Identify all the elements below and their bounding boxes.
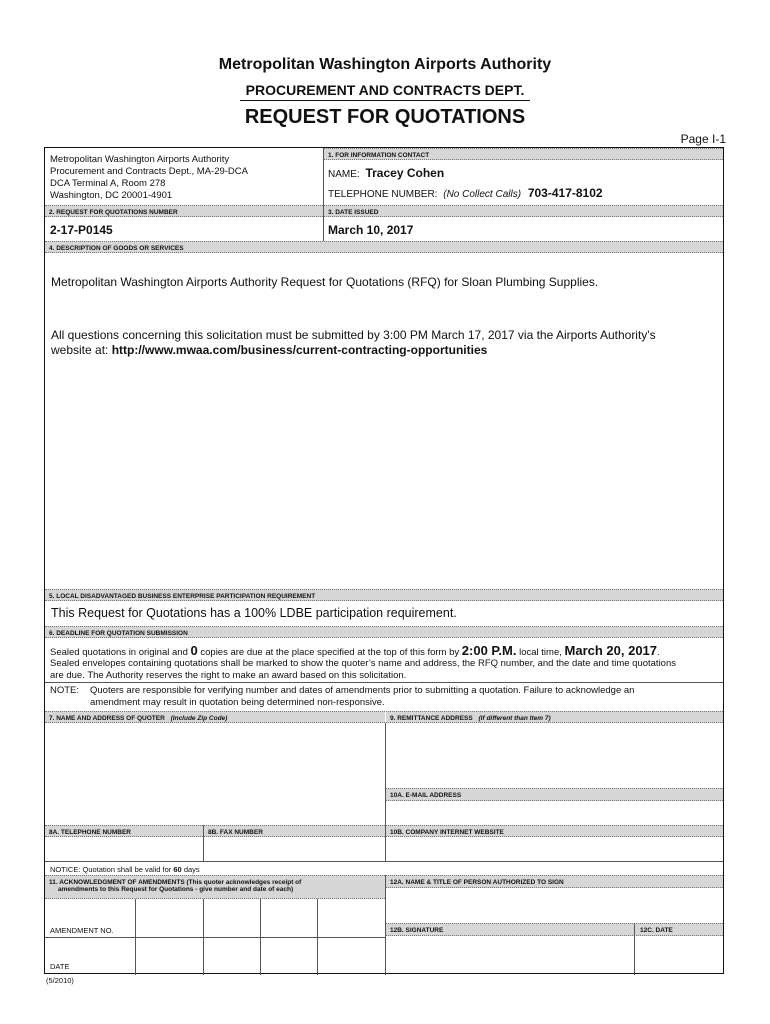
validity-notice (50, 865, 200, 874)
amendment-date-field[interactable] (319, 939, 383, 973)
org-title: Metropolitan Washington Airports Authority (218, 56, 552, 73)
contact-phone: 703-417-8102 (527, 186, 603, 200)
remit-note: (If different than Item 7) (478, 715, 551, 722)
deadline-s3: local time, (516, 647, 565, 658)
validity-days: 60 (173, 865, 182, 874)
date-issued-label: 3. DATE ISSUED (324, 205, 723, 217)
amendment-no-field[interactable] (319, 901, 383, 935)
quoter-label-text: 7. NAME AND ADDRESS OF QUOTER (49, 715, 165, 722)
contact-label: 1. FOR INFORMATION CONTACT (324, 148, 723, 160)
description-para1: Metropolitan Washington Airports Authority Request for Quotations (RFQ) for Sloan Plumbing Supplies. (51, 275, 599, 289)
email-field[interactable] (388, 802, 721, 824)
email-label: 10A. E-MAIL ADDRESS (386, 788, 723, 801)
amendment-date-field[interactable] (262, 939, 315, 973)
issuer-line3: DCA Terminal A, Room 278 (50, 178, 166, 189)
validity-text: NOTICE: Quotation shall be valid for (50, 865, 174, 874)
remit-label (386, 711, 723, 723)
telephone-label: 8A. TELEPHONE NUMBER (45, 825, 203, 837)
fax-field[interactable] (205, 838, 383, 860)
issuer-line1: Metropolitan Washington Airports Authority (50, 154, 230, 165)
ldbe-text: This Request for Quotations has a 100% LDBE participation requirement. (51, 606, 457, 620)
contact-name: Tracey Cohen (365, 166, 445, 180)
ack-label-line2: amendments to this Request for Quotations - give number and date of each) (58, 886, 294, 893)
signature-date-field[interactable] (637, 937, 721, 973)
issuer-line2: Procurement and Contracts Dept., MA-29-DCA (50, 166, 248, 177)
amendment-date-field[interactable] (205, 939, 258, 973)
remittance-address-field[interactable] (388, 725, 721, 787)
name-title-field[interactable] (388, 889, 721, 922)
deadline-line2: Sealed envelopes containing quotations shall be marked to show the quoter’s name and address, the RFQ number, and the date and time quotations (50, 658, 676, 669)
name-label: NAME: (328, 169, 360, 180)
ldbe-label: 5. LOCAL DISADVANTAGED BUSINESS ENTERPRISE PARTICIPATION REQUIREMENT (45, 589, 723, 601)
revision-note: (5/2010) (46, 976, 74, 985)
deadline-copies: 0 (190, 643, 198, 658)
deadline-s4: . (657, 647, 660, 658)
amendment-no-label: AMENDMENT NO. (50, 926, 114, 935)
quoter-label (45, 711, 385, 723)
quoter-note: (Include Zip Code) (170, 715, 228, 722)
telephone-field[interactable] (47, 838, 201, 860)
validity-suffix: days (181, 865, 200, 874)
issuer-line4: Washington, DC 20001-4901 (50, 190, 173, 201)
deadline-label: 6. DEADLINE FOR QUOTATION SUBMISSION (45, 626, 723, 638)
divider (45, 937, 385, 938)
contact-name-row (328, 166, 444, 180)
date-issued: March 10, 2017 (328, 223, 414, 237)
description-para2: All questions concerning this solicitation must be submitted by 3:00 PM March 17, 2017 via the Airports Authority's (51, 328, 656, 342)
dept-text: PROCUREMENT AND CONTRACTS DEPT. (240, 82, 531, 101)
ack-label (45, 875, 385, 899)
divider (203, 825, 204, 861)
sig-date-label: 12C. DATE (640, 927, 673, 934)
deadline-line3: are due. The Authority reserves the right to make an award based on this solicitation. (50, 670, 407, 681)
name-title-label: 12A. NAME & TITLE OF PERSON AUTHORIZED TO SIGN (386, 875, 723, 888)
divider (323, 148, 324, 247)
amendment-no-field[interactable] (137, 901, 201, 935)
divider (634, 923, 635, 975)
amendment-date-label: DATE (50, 962, 70, 971)
note-label: NOTE: (50, 685, 80, 696)
remit-label-text: 9. REMITTANCE ADDRESS (390, 715, 473, 722)
note-line2: amendment may result in quotation being determined non-responsive. (90, 697, 385, 708)
website-url[interactable]: http://www.mwaa.com/business/current-contracting-opportunities (111, 343, 488, 357)
fax-label: 8B. FAX NUMBER (204, 825, 385, 837)
description-para2b (51, 343, 487, 357)
website-label: 10B. COMPANY INTERNET WEBSITE (386, 825, 723, 837)
amendment-date-field[interactable] (137, 939, 201, 973)
website-prefix: website at: (51, 343, 112, 357)
ack-label-line1: 11. ACKNOWLEDGMENT OF AMENDMENTS (This quoter acknowledges receipt of (49, 879, 302, 886)
phone-label: TELEPHONE NUMBER: (328, 189, 438, 200)
rfq-number-label: 2. REQUEST FOR QUOTATIONS NUMBER (45, 205, 323, 217)
deadline-time: 2:00 P.M. (461, 643, 517, 658)
contact-phone-row (328, 186, 603, 200)
company-website-field[interactable] (388, 838, 721, 860)
form-title: REQUEST FOR QUOTATIONS (244, 106, 526, 128)
divider (45, 682, 723, 683)
signature-label-text: 12B. SIGNATURE (390, 927, 444, 934)
dept-title (0, 82, 770, 101)
description-label: 4. DESCRIPTION OF GOODS OR SERVICES (45, 241, 723, 253)
page-number: Page I-1 (680, 132, 726, 146)
deadline-s2: copies are due at the place specified at the top of this form by (197, 647, 462, 658)
rfq-number: 2-17-P0145 (50, 223, 113, 237)
amendment-no-field[interactable] (262, 901, 315, 935)
note-line1: Quoters are responsible for verifying number and dates of amendments prior to submitting a quotation. Failure to acknowledge an (90, 685, 635, 696)
form-frame (44, 147, 724, 974)
deadline-s1: Sealed quotations in original and (50, 647, 191, 658)
signature-field[interactable] (388, 937, 632, 973)
quoter-name-address-field[interactable] (47, 725, 383, 823)
deadline-date: March 20, 2017 (564, 643, 658, 658)
deadline-line1 (50, 643, 660, 658)
divider (45, 861, 723, 862)
amendment-no-field[interactable] (205, 901, 258, 935)
phone-note: (No Collect Calls) (443, 189, 522, 200)
